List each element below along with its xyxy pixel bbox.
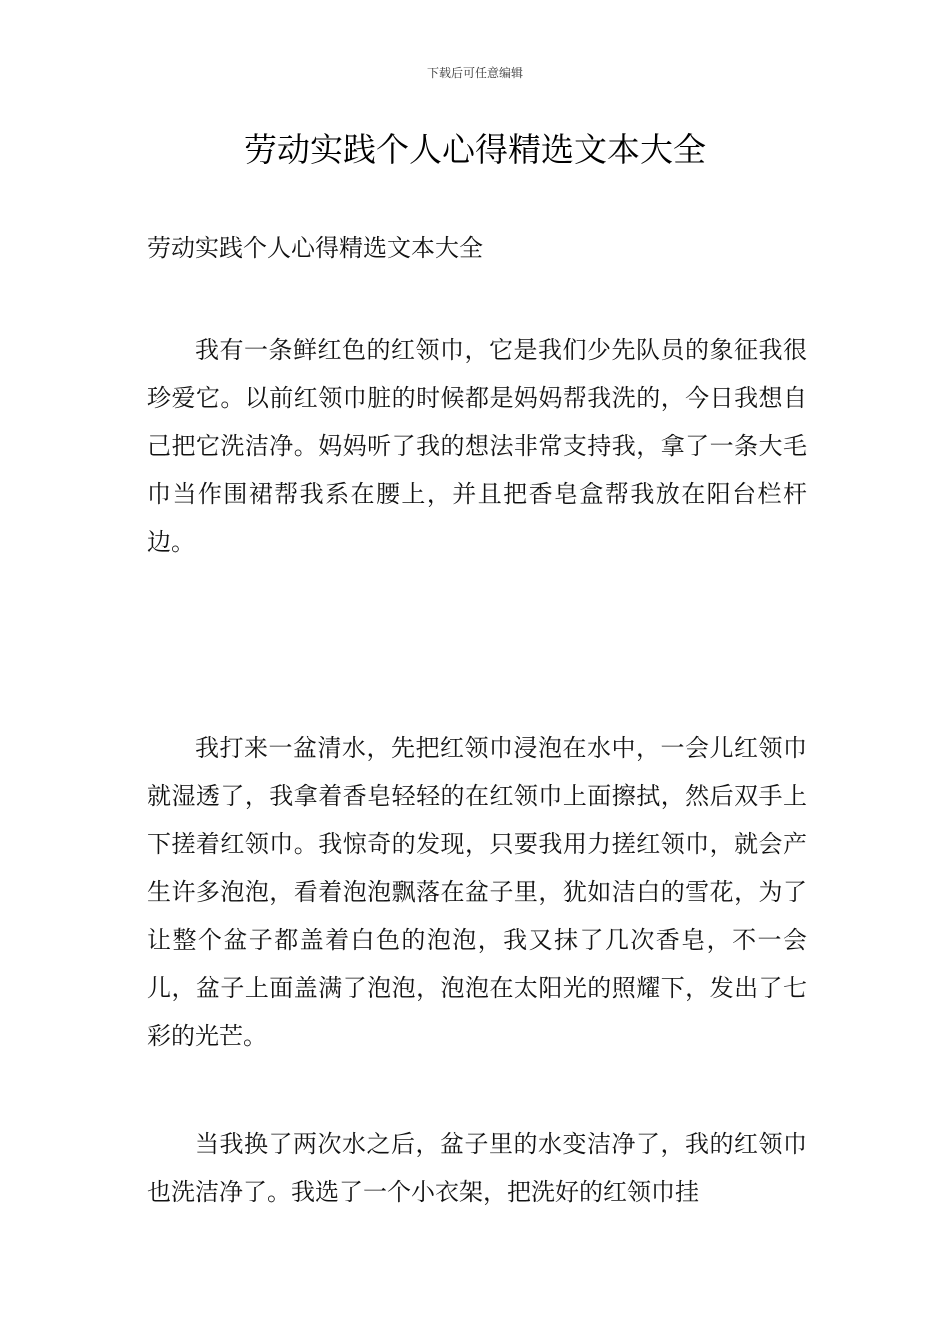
- document-title: 劳动实践个人心得精选文本大全: [244, 130, 706, 169]
- document-subtitle: 劳动实践个人心得精选文本大全: [147, 234, 483, 262]
- paragraph-1: 我有一条鲜红色的红领巾，它是我们少先队员的象征我很珍爱它。以前红领巾脏的时候都是妈妈帮我洗的，今日我想自己把它洗洁净。妈妈听了我的想法非常支持我，拿了一条大毛巾当作围裙帮我系在腰上，并且把香皂盒帮我放在阳台栏杆边。: [147, 336, 807, 556]
- header-note: 下载后可任意编辑: [426, 66, 523, 80]
- paragraph-2: 我打来一盆清水，先把红领巾浸泡在水中，一会儿红领巾就湿透了，我拿着香皂轻轻的在红领巾上面擦拭，然后双手上下搓着红领巾。我惊奇的发现，只要我用力搓红领巾，就会产生许多泡泡，看着泡泡飘落在盆子里，犹如洁白的雪花，为了让整个盆子都盖着白色的泡泡，我又抹了几次香皂，不一会儿，盆子上面盖满了泡泡，泡泡在太阳光的照耀下，发出了七彩的光芒。: [147, 734, 807, 1050]
- paragraph-3: 当我换了两次水之后，盆子里的水变洁净了，我的红领巾也洗洁净了。我选了一个小衣架，把洗好的红领巾挂: [147, 1130, 807, 1206]
